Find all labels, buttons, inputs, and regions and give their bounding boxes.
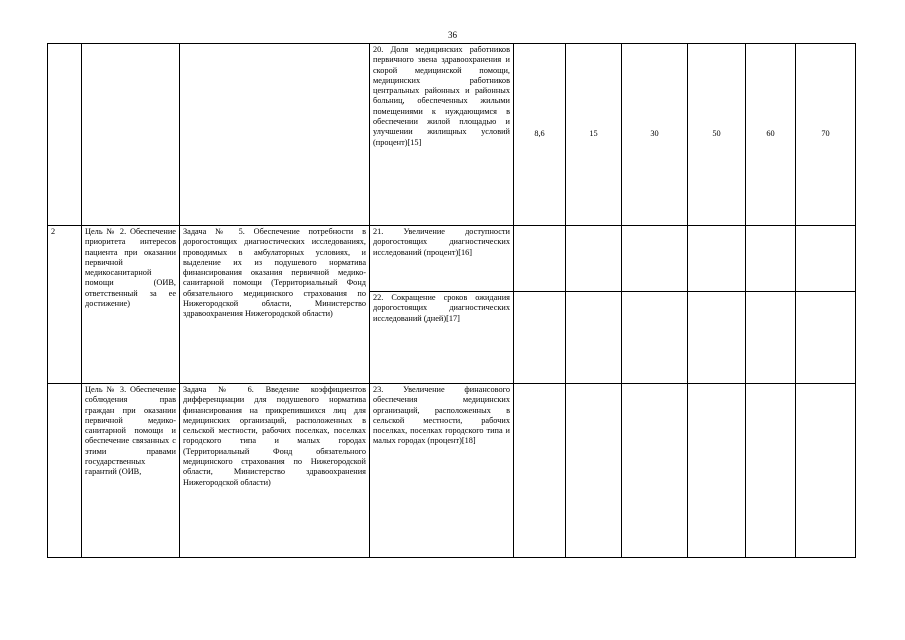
goal-text: Цель № 3. Обеспечение соблюдения прав граждан при оказании первичной медико-санитарной помощи и обеспечение связанных с этими правами государственных гарантий (ОИВ, [85,385,176,477]
cell-value [566,384,622,558]
cell-value: 30 [622,44,688,226]
cell-value: 50 [688,44,746,226]
cell-value [796,292,856,384]
cell-value [796,226,856,292]
task-text: Задача № 6. Введение коэффициентов дифференциации для подушевого норматива финансирования на прикрепившихся лиц для медицинских организаций, расположенных в сельской местности, рабочих поселках, поселках городского типа и малых городах (Территориальный Фонд обязательного медицинского страхования по Нижегородской области, Министерство здравоохранения Нижегородской области) [183,385,366,487]
cell-num [48,384,82,558]
cell-value: 15 [566,44,622,226]
cell-task [180,226,370,384]
goal-text: Цель № 2. Обеспечение приоритета интересов пациента при оказании первичной медикосанитарной помощи (ОИВ, ответственный за ее достижение) [85,227,176,309]
indicator-text: 22. Сокращение сроков ожидания дорогостоящих диагностических исследований (дней)[17] [373,293,510,323]
cell-value: 70 [796,44,856,226]
table-row [48,44,856,226]
cell-goal [82,226,180,384]
table-row [48,384,856,558]
cell-num: 2 [48,226,82,384]
cell-value [622,226,688,292]
cell-value: 60 [746,44,796,226]
cell-goal [82,44,180,226]
cell-task [180,44,370,226]
cell-value [688,384,746,558]
cell-value [688,226,746,292]
cell-indicator [370,226,514,292]
cell-value [566,226,622,292]
indicator-text: 20. Доля медицинских работников первичного звена здравоохранения и скорой медицинской помощи, медицинских работников центральных районных и районных больниц, обеспеченных жилыми помещениями к нуждающимся в обеспечении жилой площадью и улучшении жилищных условий (процент)[15] [373,45,510,147]
cell-value [566,292,622,384]
indicator-text: 21. Увеличение доступности дорогостоящих диагностических исследований (процент)[16] [373,227,510,257]
cell-value [796,384,856,558]
cell-value [514,226,566,292]
cell-value [622,292,688,384]
indicator-text: 23. Увеличение финансового обеспечения медицинских организаций, расположенных в сельской местности, рабочих поселках, поселках городского типа и малых городах (процент)[18] [373,385,510,446]
cell-value [746,384,796,558]
cell-value [746,292,796,384]
cell-value [746,226,796,292]
task-text: Задача № 5. Обеспечение потребности в дорогостоящих диагностических исследованиях, проводимых в амбулаторных условиях, и выделение их из подушевого норматива финансирования оказания первичной медико-санитарной помощи (Территориальный Фонд обязательного медицинского страхования по Нижегородской области, Министерство здравоохранения Нижегородской области) [183,227,366,319]
cell-goal [82,384,180,558]
cell-task [180,384,370,558]
cell-value: 8,6 [514,44,566,226]
cell-num [48,44,82,226]
indicators-table [47,43,856,558]
cell-value [514,292,566,384]
cell-value [514,384,566,558]
cell-value [688,292,746,384]
page-number: 36 [448,30,457,40]
cell-indicator [370,292,514,384]
cell-indicator [370,384,514,558]
cell-value [622,384,688,558]
cell-indicator [370,44,514,226]
table-row [48,226,856,292]
